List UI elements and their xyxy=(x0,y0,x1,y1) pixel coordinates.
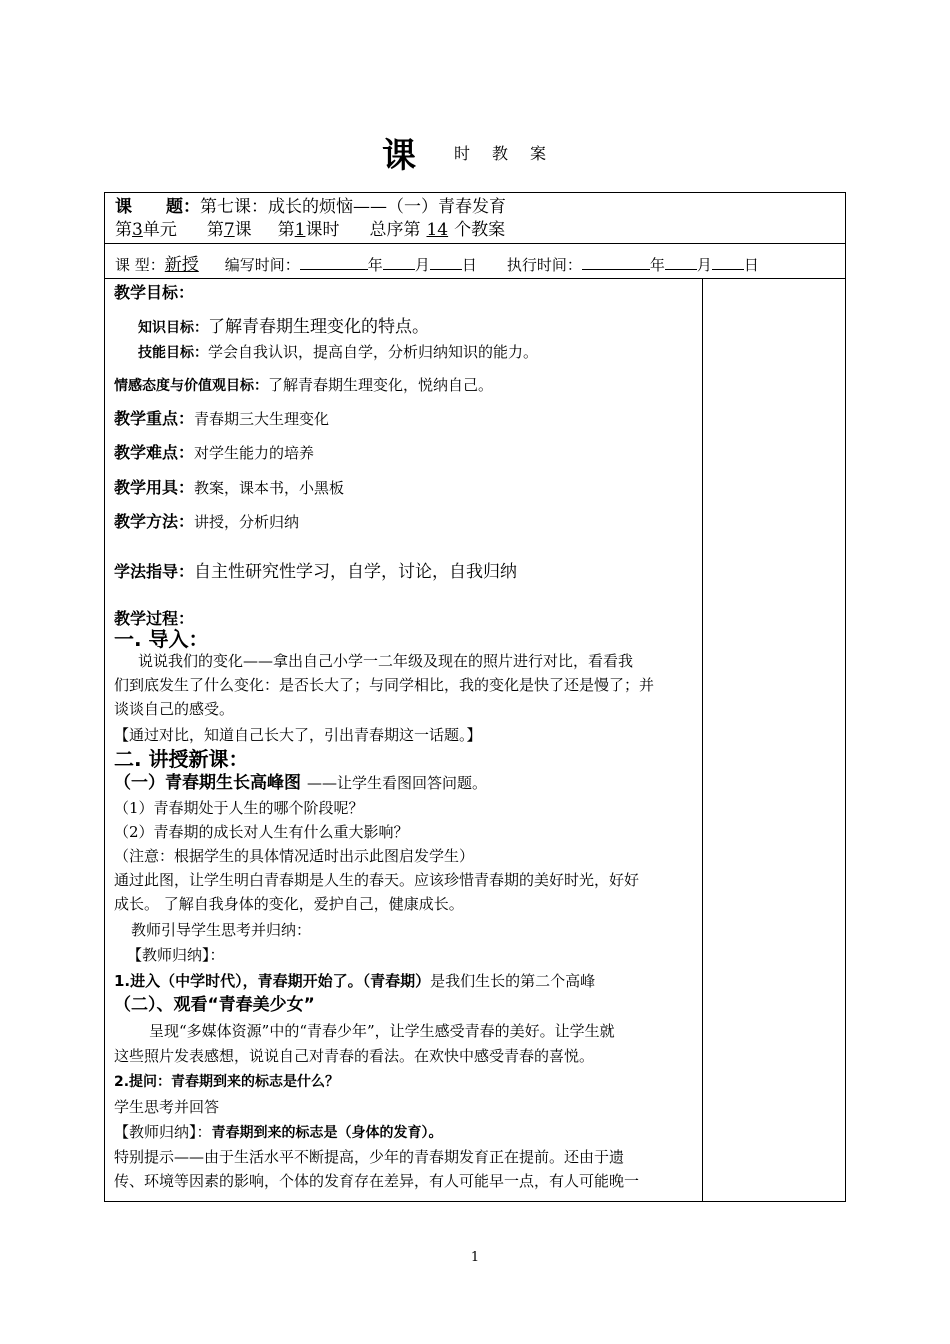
skill-text: 学会自我认识，提高自学，分析归纳知识的能力。 xyxy=(208,343,539,361)
difficulty-text: 对学生能力的培养 xyxy=(194,444,315,462)
exec-month-blank xyxy=(665,255,697,270)
process-heading: 教学过程： xyxy=(114,609,195,628)
page-number: 1 xyxy=(470,1250,480,1265)
write-month-blank xyxy=(383,255,415,270)
question-3: 2.提问：青春期到来的标志是什么？ xyxy=(114,1074,340,1090)
para4-tail: 是我们生长的第二个高峰 xyxy=(430,972,596,990)
para9-line-2: 传、环境等因素的影响，个体的发育存在差异，有人可能早一点，有人可能晚一 xyxy=(114,1172,640,1190)
intro-line-1: 说说我们的变化——拿出自己小学一二年级及现在的照片进行对比，看看我 xyxy=(138,652,634,670)
method-label: 教学方法： xyxy=(114,512,195,531)
para9-line-1: 特别提示——由于生活水平不断提高，少年的青春期发育正在提前。还由于遗 xyxy=(114,1148,625,1166)
guide-label: 学法指导： xyxy=(114,562,195,581)
question-1: （1）青春期处于人生的哪个阶段呢？ xyxy=(114,799,364,817)
topic-value: 第七课：成长的烦恼——（一）青春发育 xyxy=(200,197,506,217)
exec-year-blank xyxy=(582,255,650,270)
unit-suffix: 单元 xyxy=(142,220,177,240)
method xyxy=(114,511,299,533)
difficulty xyxy=(114,442,314,464)
para8-text: 青春期到来的标志是（身体的发育）。 xyxy=(211,1125,443,1141)
section1-tail: ——让学生看图回答问题。 xyxy=(307,774,488,792)
sequence-row xyxy=(115,219,505,241)
write-year-blank xyxy=(300,255,368,270)
para3: 【教师归纳】： xyxy=(127,946,225,964)
exec-day-label: 日 xyxy=(743,256,759,274)
title-rest: 时教案 xyxy=(453,144,568,163)
intro-heading: 一. 导入： xyxy=(114,627,209,651)
intro-note: 【通过对比，知道自己长大了，引出青春期这一话题。】 xyxy=(114,726,482,744)
total-number: 14 xyxy=(426,220,449,240)
para5-line-1: 呈现“多媒体资源”中的“青春少年”，让学生感受青春的美好。让学生就 xyxy=(149,1022,615,1040)
write-year-label: 年 xyxy=(367,256,383,274)
para8 xyxy=(114,1121,443,1144)
write-time-label: 编写时间： xyxy=(224,256,300,274)
exec-day-blank xyxy=(712,255,744,270)
period-prefix: 第 xyxy=(277,220,295,240)
lesson-suffix: 课 xyxy=(234,220,252,240)
write-day-label: 日 xyxy=(461,256,477,274)
para4 xyxy=(114,970,595,992)
type-value: 新授 xyxy=(164,255,199,275)
difficulty-label: 教学难点： xyxy=(114,443,195,462)
key-label: 教学重点： xyxy=(114,409,195,428)
total-suffix: 个教案 xyxy=(454,220,506,240)
method-text: 讲授，分析归纳 xyxy=(194,513,300,531)
unit-number: 3 xyxy=(132,220,143,240)
intro-line-2: 们到底发生了什么变化：是否长大了；与同学相比，我的变化是快了还是慢了；并 xyxy=(114,676,655,694)
tools xyxy=(114,477,344,499)
knowledge-label: 知识目标： xyxy=(138,320,208,336)
topic-row xyxy=(115,196,506,218)
lesson-number: 7 xyxy=(223,220,235,240)
exec-month-label: 月 xyxy=(696,256,712,274)
section1-heading xyxy=(114,772,487,794)
write-day-blank xyxy=(430,255,462,270)
para5-line-2: 这些照片发表感想，说说自己对青春的看法。在欢快中感受青春的喜悦。 xyxy=(114,1047,595,1065)
exec-year-label: 年 xyxy=(649,256,665,274)
topic-label: 课 题： xyxy=(115,197,200,217)
intro-line-3: 谈谈自己的感受。 xyxy=(114,700,235,718)
note-1: （注意：根据学生的具体情况适时出示此图启发学生） xyxy=(114,847,475,865)
para1-line-2: 成长。 了解自我身体的变化，爱护自己，健康成长。 xyxy=(114,895,464,913)
section2-heading: （二）、观看“青春美少女” xyxy=(114,995,315,1015)
skill-goal xyxy=(138,341,538,364)
key-point xyxy=(114,408,329,430)
tools-text: 教案，课本书，小黑板 xyxy=(194,479,345,497)
guide-text: 自主性研究性学习，自学，讨论，自我归纳 xyxy=(194,562,518,582)
period-suffix: 课时 xyxy=(305,220,340,240)
tools-label: 教学用具： xyxy=(114,478,195,497)
para2: 教师引导学生思考并归纳： xyxy=(131,921,312,939)
goals-heading: 教学目标： xyxy=(114,283,195,302)
title-main-char: 课 xyxy=(381,136,416,176)
type-row xyxy=(105,243,845,279)
para1-line-1: 通过此图，让学生明白青春期是人生的春天。应该珍惜青春期的美好时光，好好 xyxy=(114,871,640,889)
knowledge-goal xyxy=(138,316,429,339)
knowledge-text: 了解青春期生理变化的特点。 xyxy=(208,317,429,337)
skill-label: 技能目标： xyxy=(138,345,208,361)
lesson-prefix: 第 xyxy=(206,220,224,240)
question-2: （2）青春期的成长对人生有什么重大影响？ xyxy=(114,823,409,841)
para8-label: 【教师归纳】： xyxy=(114,1123,212,1141)
page-title xyxy=(0,128,950,177)
emotion-text: 了解青春期生理变化，悦纳自己。 xyxy=(268,376,494,394)
lesson-plan-table xyxy=(104,192,846,1202)
study-guide xyxy=(114,561,517,583)
write-month-label: 月 xyxy=(414,256,430,274)
type-label: 课 型： xyxy=(115,256,165,274)
period-number: 1 xyxy=(294,220,306,240)
column-divider xyxy=(702,279,703,1201)
total-prefix: 总序第 xyxy=(369,220,421,240)
key-text: 青春期三大生理变化 xyxy=(194,410,330,428)
new-lesson-heading: 二. 讲授新课： xyxy=(114,747,249,771)
unit-prefix: 第 xyxy=(115,220,132,240)
section1-title: （一）青春期生长高峰图 xyxy=(114,773,301,793)
emotion-goal xyxy=(114,374,493,397)
para7: 学生思考并回答 xyxy=(114,1098,220,1116)
emotion-label: 情感态度与价值观目标： xyxy=(114,378,268,394)
para4-bold: 1.进入（中学时代），青春期开始了。（青春期） xyxy=(114,972,431,990)
header-block xyxy=(105,193,845,244)
exec-time-label: 执行时间： xyxy=(506,256,582,274)
